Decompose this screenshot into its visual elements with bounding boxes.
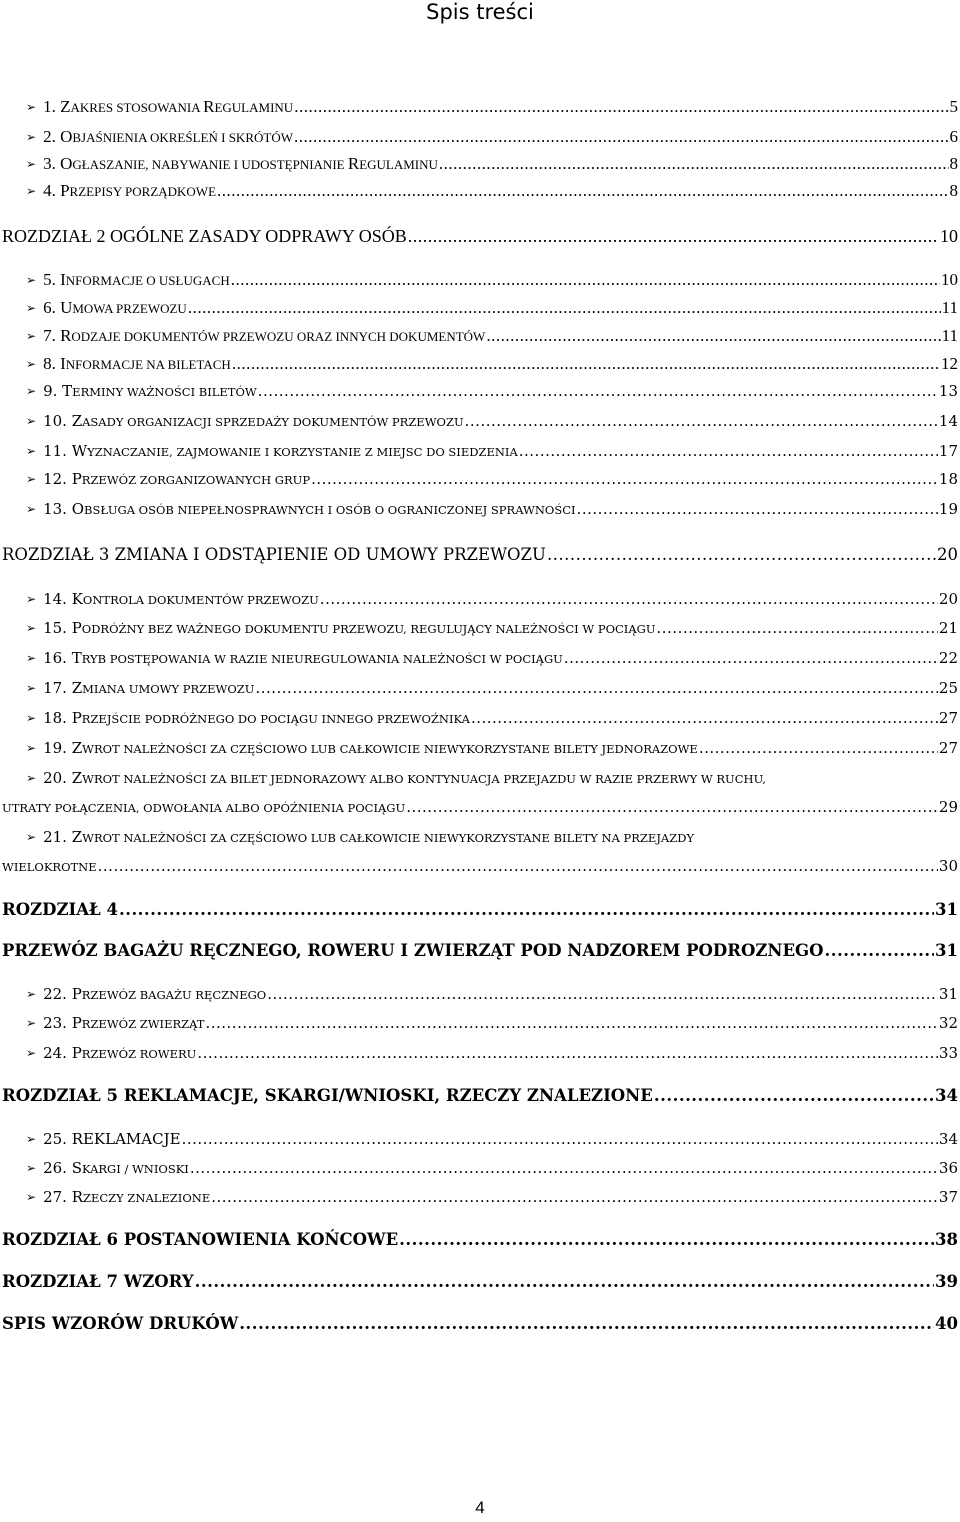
arrow-bullet-icon: ➢ [26, 830, 37, 844]
page-number: 31 [938, 985, 958, 1003]
dot-leader [547, 545, 936, 564]
dot-leader [320, 590, 938, 608]
dot-leader [255, 679, 937, 697]
page-number: 37 [938, 1188, 958, 1206]
dot-leader [471, 709, 938, 727]
toc-entry-12[interactable]: ➢ 12. PRZEWÓZ ZORGANIZOWANYCH GRUP ..... 18 [26, 470, 958, 488]
dot-leader [406, 798, 938, 816]
arrow-bullet-icon: ➢ [26, 472, 37, 486]
page-number: 19 [938, 500, 958, 518]
dot-leader [205, 1014, 937, 1032]
arrow-bullet-icon: ➢ [26, 1016, 37, 1030]
page-number: 36 [938, 1159, 958, 1177]
dot-leader [217, 181, 948, 201]
arrow-bullet-icon: ➢ [26, 1046, 37, 1060]
toc-forms-list[interactable]: SPIS WZORÓW DRUKÓW ..... 40 [2, 1314, 958, 1333]
dot-leader [564, 649, 938, 667]
arrow-bullet-icon: ➢ [26, 592, 37, 606]
page-number: 11 [941, 298, 958, 317]
arrow-bullet-icon: ➢ [26, 1161, 37, 1175]
arrow-bullet-icon: ➢ [26, 130, 37, 144]
arrow-bullet-icon: ➢ [26, 771, 37, 785]
dot-leader [399, 1230, 934, 1249]
dot-leader [195, 1272, 934, 1291]
toc-entry-27[interactable]: ➢ 27. RZECZY ZNALEZIONE ..... 37 [26, 1188, 958, 1206]
toc-entry-18[interactable]: ➢ 18. PRZEJŚCIE PODRÓŻNEGO DO POCIĄGU INNEGO PRZEWOŹNIKA ..... 27 [26, 709, 958, 727]
arrow-bullet-icon: ➢ [26, 157, 37, 171]
toc-entry-13[interactable]: ➢ 13. OBSŁUGA OSÓB NIEPEŁNOSPRAWNYCH I OSÓB O OGRANICZONEJ SPRAWNOŚCI ..... 19 [26, 500, 958, 518]
dot-leader [657, 619, 938, 637]
page-number: 33 [938, 1044, 958, 1062]
toc-chapter-6[interactable]: ROZDZIAŁ 6 POSTANOWIENIA KOŃCOWE ..... 38 [2, 1230, 958, 1249]
page-number: 21 [938, 619, 958, 637]
arrow-bullet-icon: ➢ [26, 621, 37, 635]
page-number: 39 [935, 1272, 958, 1291]
page-title: Spis treści [426, 0, 534, 24]
arrow-bullet-icon: ➢ [26, 711, 37, 725]
arrow-bullet-icon: ➢ [26, 741, 37, 755]
toc-entry-3[interactable]: ➢ 3. OGŁASZANIE, NABYWANIE I UDOSTĘPNIANIE REGULAMINU ..... 8 [26, 154, 958, 174]
toc-entry-9[interactable]: ➢ 9. TERMINY WAŻNOŚCI BILETÓW ..... 13 [26, 382, 958, 400]
toc-entry-15[interactable]: ➢ 15. PODRÓŻNY BEZ WAŻNEGO DOKUMENTU PRZEWOZU, REGULUJĄCY NALEŻNOŚCI W POCIĄGU ..... 21 [26, 619, 958, 637]
toc-entry-19[interactable]: ➢ 19. ZWROT NALEŻNOŚCI ZA CZĘŚCIOWO LUB CAŁKOWICIE NIEWYKORZYSTANE BILETY JEDNORAZOWE ..... 27 [26, 739, 958, 757]
toc-entry-20-line1[interactable]: ➢ 20. ZWROT NALEŻNOŚCI ZA BILET JEDNORAZOWY ALBO KONTYNUACJA PRZEJAZDU W RAZIE PRZERWY W RUCHU, [26, 769, 766, 787]
toc-entry-23[interactable]: ➢ 23. PRZEWÓZ ZWIERZĄT ..... 32 [26, 1014, 958, 1032]
toc-entry-25[interactable]: ➢ 25. REKLAMACJE ..... 34 [26, 1130, 958, 1148]
page-number: 34 [935, 1086, 958, 1105]
dot-leader [197, 1044, 938, 1062]
page-number: 10 [940, 226, 958, 246]
page-number: 8 [949, 154, 958, 173]
page-number: 22 [938, 649, 958, 667]
page-number: 6 [949, 127, 958, 146]
page-number: 27 [938, 709, 958, 727]
page-number: 32 [938, 1014, 958, 1032]
dot-leader [519, 442, 938, 460]
arrow-bullet-icon: ➢ [26, 1190, 37, 1204]
arrow-bullet-icon: ➢ [26, 444, 37, 458]
arrow-bullet-icon: ➢ [26, 502, 37, 516]
toc-chapter-4-subtitle[interactable]: PRZEWÓZ BAGAŻU RĘCZNEGO, ROWERU I ZWIERZĄT POD NADZOREM PODROZNEGO ..... 31 [2, 941, 958, 960]
toc-chapter-5[interactable]: ROZDZIAŁ 5 REKLAMACJE, SKARGI/WNIOSKI, RZECZY ZNALEZIONE ..... 34 [2, 1086, 958, 1105]
dot-leader [267, 985, 938, 1003]
toc-entry-16[interactable]: ➢ 16. TRYB POSTĘPOWANIA W RAZIE NIEUREGULOWANIA NALEŻNOŚCI W POCIĄGU ..... 22 [26, 649, 958, 667]
toc-chapter-2[interactable]: ROZDZIAŁ 2 OGÓLNE ZASADY ODPRAWY OSÓB ..... 10 [2, 226, 958, 247]
dot-leader [231, 270, 940, 290]
toc-entry-11[interactable]: ➢ 11. WYZNACZANIE, ZAJMOWANIE I KORZYSTANIE Z MIEJSC DO SIEDZENIA ..... 17 [26, 442, 958, 460]
toc-entry-24[interactable]: ➢ 24. PRZEWÓZ ROWERU ..... 33 [26, 1044, 958, 1062]
arrow-bullet-icon: ➢ [26, 987, 37, 1001]
page-number: 25 [938, 679, 958, 697]
toc-entry-7[interactable]: ➢ 7. RODZAJE DOKUMENTÓW PRZEWOZU ORAZ INNYCH DOKUMENTÓW ..... 11 [26, 326, 958, 346]
dot-leader [311, 470, 938, 488]
page-footer-number: 4 [475, 1498, 485, 1517]
dot-leader [258, 382, 938, 400]
toc-entry-8[interactable]: ➢ 8. INFORMACJE NA BILETACH ..... 12 [26, 354, 958, 374]
toc-entry-5[interactable]: ➢ 5. INFORMACJE O USŁUGACH ..... 10 [26, 270, 958, 290]
toc-entry-21-line1[interactable]: ➢ 21. ZWROT NALEŻNOŚCI ZA CZĘŚCIOWO LUB CAŁKOWICIE NIEWYKORZYSTANE BILETY NA PRZEJAZDY [26, 828, 695, 846]
dot-leader [190, 1159, 938, 1177]
dot-leader [486, 326, 940, 346]
toc-entry-4[interactable]: ➢ 4. PRZEPISY PORZĄDKOWE ..... 8 [26, 181, 958, 201]
arrow-bullet-icon: ➢ [26, 184, 37, 198]
page-number: 12 [941, 354, 958, 373]
dot-leader [408, 226, 939, 247]
dot-leader [439, 154, 949, 174]
dot-leader [577, 500, 938, 518]
dot-leader [239, 1314, 934, 1333]
page-number: 31 [935, 900, 958, 919]
toc-entry-20[interactable]: UTRATY POŁĄCZENIA, ODWOŁANIA ALBO OPÓŹNIENIA POCIĄGU ..... 29 [2, 798, 958, 816]
page-number: 29 [938, 798, 958, 816]
dot-leader [465, 412, 938, 430]
toc-entry-14[interactable]: ➢ 14. KONTROLA DOKUMENTÓW PRZEWOZU ..... 20 [26, 590, 958, 608]
arrow-bullet-icon: ➢ [26, 301, 37, 315]
toc-entry-17[interactable]: ➢ 17. ZMIANA UMOWY PRZEWOZU ..... 25 [26, 679, 958, 697]
page-number: 11 [941, 326, 958, 345]
dot-leader [182, 1130, 938, 1148]
page-number: 38 [935, 1230, 958, 1249]
page-number: 30 [938, 857, 958, 875]
dot-leader [98, 857, 938, 875]
page-number: 10 [941, 270, 958, 289]
toc-entry-26[interactable]: ➢ 26. SKARGI / WNIOSKI ..... 36 [26, 1159, 958, 1177]
toc-entry-2[interactable]: ➢ 2. OBJAŚNIENIA OKREŚLEŃ I SKRÓTÓW ..... 6 [26, 127, 958, 147]
dot-leader [119, 900, 934, 919]
arrow-bullet-icon: ➢ [26, 384, 37, 398]
arrow-bullet-icon: ➢ [26, 100, 37, 114]
page-number: 14 [938, 412, 958, 430]
dot-leader [825, 941, 935, 960]
page-number: 18 [938, 470, 958, 488]
dot-leader [232, 354, 940, 374]
page-number: 40 [935, 1314, 958, 1333]
toc-entry-22[interactable]: ➢ 22. PRZEWÓZ BAGAŻU RĘCZNEGO ..... 31 [26, 985, 958, 1003]
page-number: 17 [938, 442, 958, 460]
toc-chapter-7[interactable]: ROZDZIAŁ 7 WZORY ..... 39 [2, 1272, 958, 1291]
page-number: 5 [949, 97, 958, 116]
dot-leader [699, 739, 938, 757]
page-number: 8 [949, 181, 958, 200]
arrow-bullet-icon: ➢ [26, 681, 37, 695]
dot-leader [294, 97, 948, 117]
arrow-bullet-icon: ➢ [26, 329, 37, 343]
page-number: 20 [937, 545, 958, 564]
toc-chapter-3[interactable]: ROZDZIAŁ 3 ZMIANA I ODSTĄPIENIE OD UMOWY PRZEWOZU ..... 20 [2, 545, 958, 564]
page-number: 13 [938, 382, 958, 400]
page-number: 31 [935, 941, 958, 960]
toc-entry-21[interactable]: WIELOKROTNE ..... 30 [2, 857, 958, 875]
dot-leader [211, 1188, 938, 1206]
arrow-bullet-icon: ➢ [26, 414, 37, 428]
arrow-bullet-icon: ➢ [26, 357, 37, 371]
arrow-bullet-icon: ➢ [26, 1132, 37, 1146]
toc-entry-6[interactable]: ➢ 6. UMOWA PRZEWOZU ..... 11 [26, 298, 958, 318]
dot-leader [188, 298, 941, 318]
toc-entry-1[interactable]: ➢ 1. ZAKRES STOSOWANIA REGULAMINU ..... 5 [26, 97, 958, 117]
dot-leader [654, 1086, 934, 1105]
page-number: 27 [938, 739, 958, 757]
toc-chapter-4[interactable]: ROZDZIAŁ 4 ..... 31 [2, 900, 958, 919]
arrow-bullet-icon: ➢ [26, 273, 37, 287]
page-number: 20 [938, 590, 958, 608]
arrow-bullet-icon: ➢ [26, 651, 37, 665]
page-number: 34 [938, 1130, 958, 1148]
dot-leader [294, 127, 949, 147]
toc-entry-10[interactable]: ➢ 10. ZASADY ORGANIZACJI SPRZEDAŻY DOKUMENTÓW PRZEWOZU ..... 14 [26, 412, 958, 430]
